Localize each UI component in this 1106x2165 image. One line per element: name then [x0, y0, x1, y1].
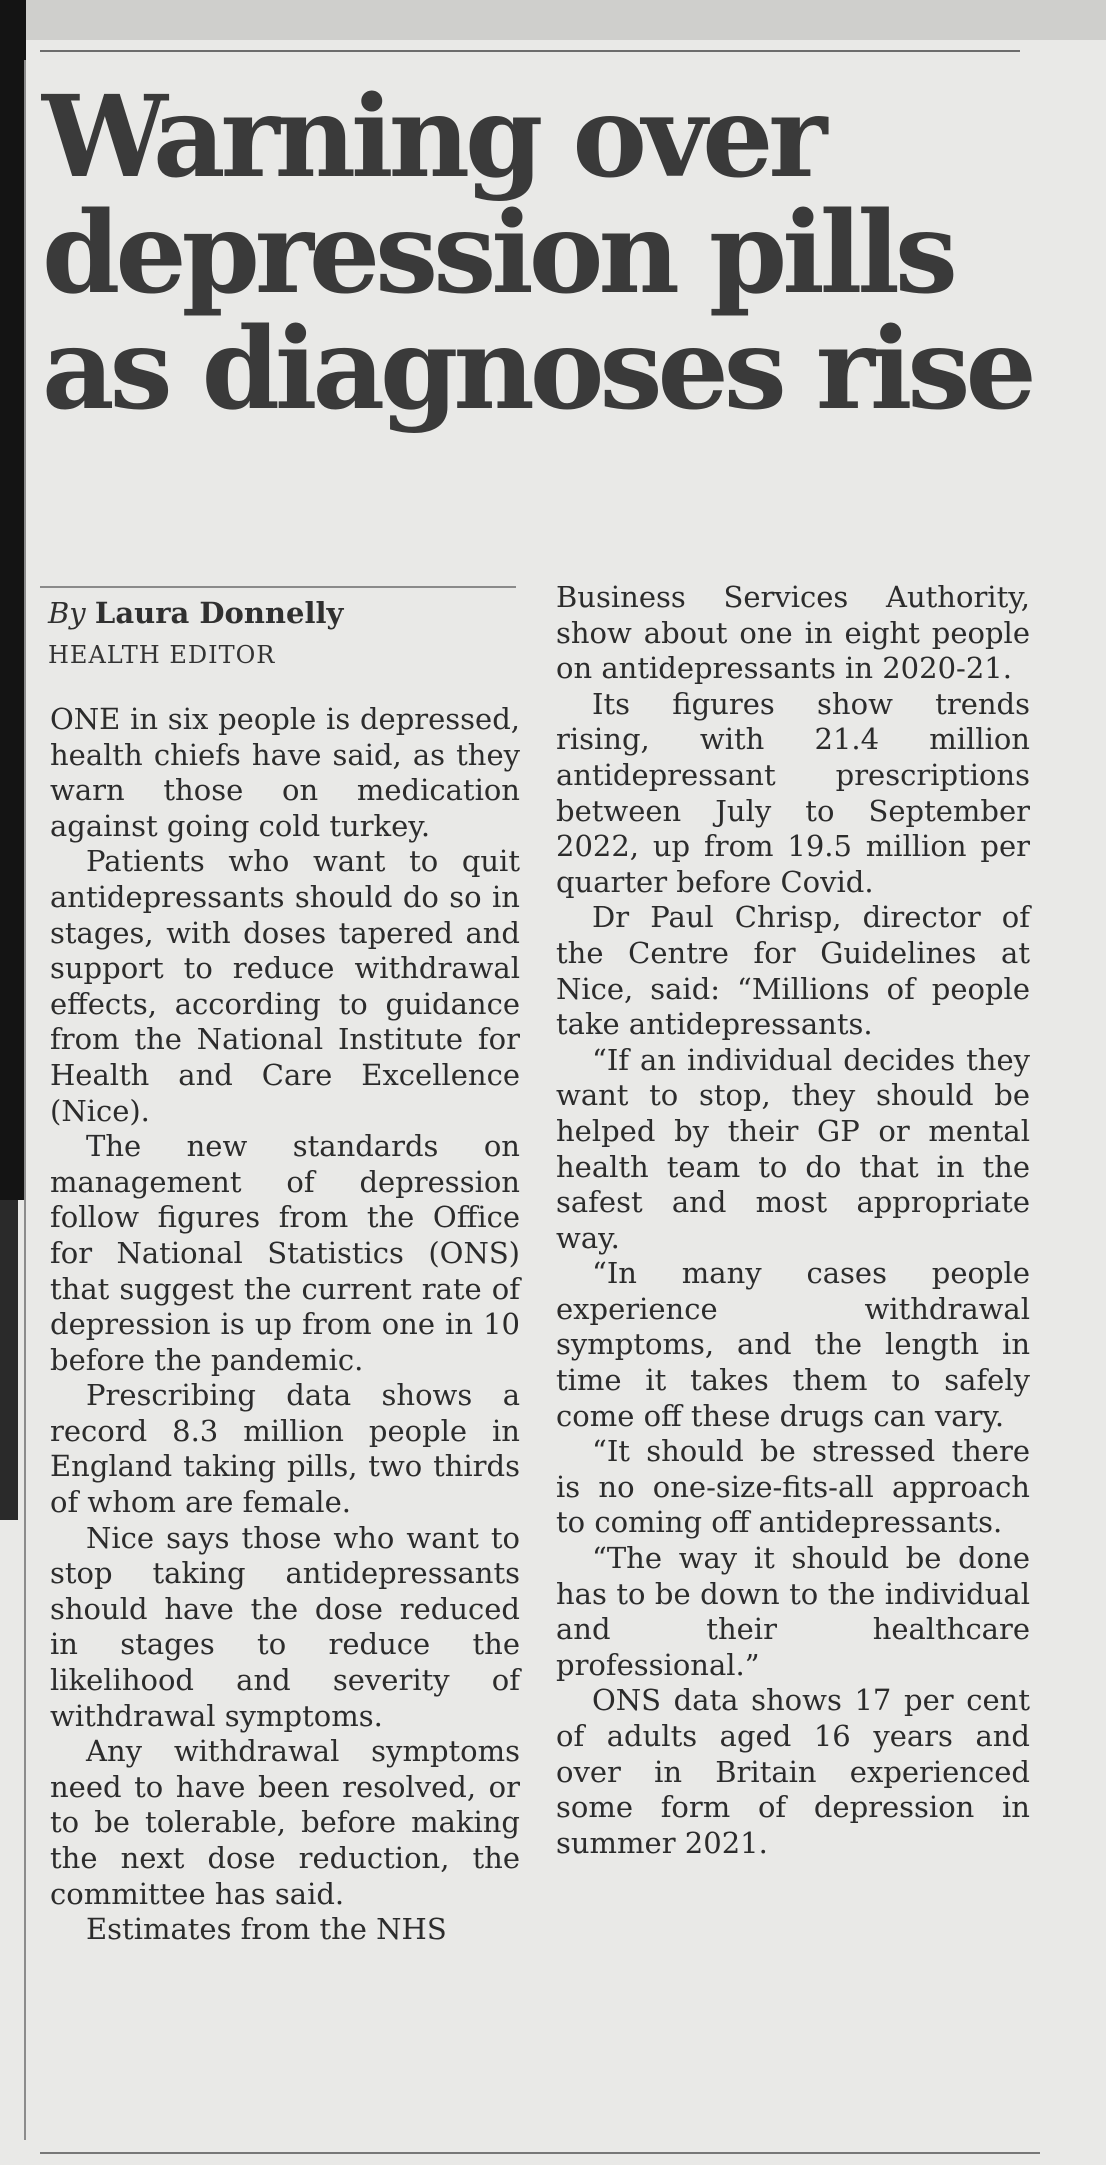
- paragraph: ONS data shows 17 per cent of adults aged 16 years and over in Britain experienced some form of depression in summer 2021.: [556, 1683, 1030, 1860]
- article-column-1: [50, 702, 520, 1948]
- paragraph: Patients who want to quit antidepressants should do so in stages, with doses tapered and support to reduce withdrawal effects, according to guidance from the National Institute for Health and Care Excellence (Nice).: [50, 844, 520, 1128]
- paragraph: “If an individual decides they want to stop, they should be helped by their GP or mental health team to do that in the safest and most appropriate way.: [556, 1042, 1030, 1255]
- byline-prefix: By: [48, 596, 86, 630]
- paragraph: Estimates from the NHS: [86, 1912, 447, 1947]
- paragraph: “In many cases people experience withdrawal symptoms, and the length in time it takes them to safely come off these drugs can vary.: [556, 1256, 1030, 1433]
- paragraph: Its figures show trends rising, with 21.4 million antidepressant prescriptions between July to September 2022, up from 19.5 million per quarter before Covid.: [556, 686, 1030, 899]
- headline: Warning over depression pills as diagnoses rise: [42, 72, 1032, 435]
- bottom-rule: [40, 2152, 1040, 2154]
- scan-top-strip: [0, 0, 1106, 40]
- byline-rule: [40, 586, 516, 588]
- article-column-2: [556, 580, 1030, 1861]
- paragraph: ONE in six people is depressed, health chiefs have said, as they warn those on medication against going cold turkey.: [50, 702, 520, 843]
- author-role: HEALTH EDITOR: [48, 641, 276, 669]
- scan-dark-edge: [0, 0, 26, 1200]
- paragraph: Prescribing data shows a record 8.3 million people in England taking pills, two thirds of whom are female.: [50, 1378, 520, 1520]
- paragraph: The new standards on management of depression follow figures from the Office for National Statistics (ONS) that suggest the current rate of depression is up from one in 10 before the pandemic.: [50, 1129, 520, 1377]
- paragraph: “The way it should be done has to be down to the individual and their healthcare professional.”: [556, 1541, 1030, 1682]
- byline: [48, 594, 343, 632]
- paragraph: Business Services Authority, show about one in eight people on antidepressants in 2020-21.: [556, 580, 1030, 686]
- scan-dark-edge-lower: [0, 1200, 18, 1520]
- paragraph: “It should be stressed there is no one-size-fits-all approach to coming off antidepressants.: [556, 1434, 1030, 1540]
- paragraph: Dr Paul Chrisp, director of the Centre for Guidelines at Nice, said: “Millions of people take antidepressants.: [556, 900, 1030, 1042]
- top-rule: [40, 50, 1020, 52]
- left-column-rule: [24, 60, 26, 2140]
- paragraph: Any withdrawal symptoms need to have been resolved, or to be tolerable, before making the next dose reduction, the committee has said.: [50, 1734, 520, 1911]
- author-name: Laura Donnelly: [94, 596, 344, 630]
- paragraph: Nice says those who want to stop taking antidepressants should have the dose reduced in stages to reduce the likelihood and severity of withdrawal symptoms.: [50, 1520, 520, 1733]
